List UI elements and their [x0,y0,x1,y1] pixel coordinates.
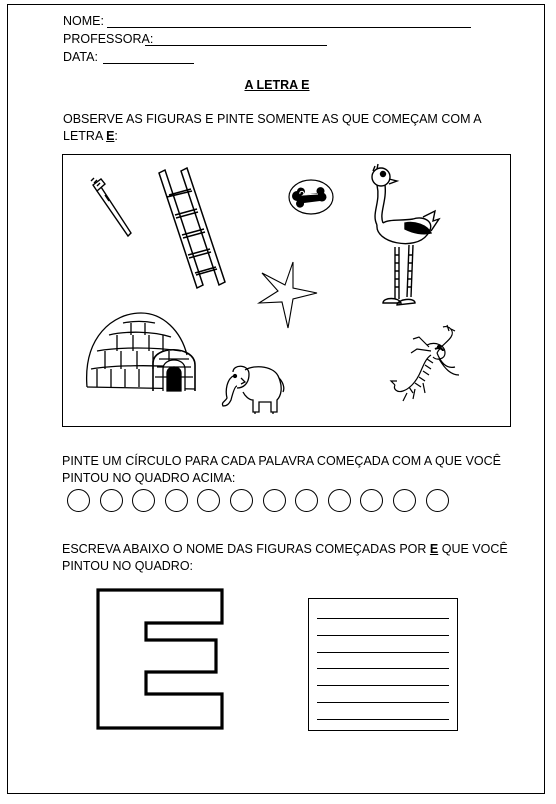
elephant-icon[interactable] [221,360,285,415]
figures-box [62,154,511,427]
answer-circle[interactable] [197,489,220,512]
q3-line2: PINTOU NO QUADRO: [62,559,194,573]
q2-line1: PINTE UM CÍRCULO PARA CADA PALAVRA COMEÇADA COM A QUE VOCÊ [62,454,501,468]
data-field[interactable] [103,63,194,64]
answer-circles [67,489,449,512]
q1-line2: LETRA E: [63,129,118,143]
answer-circle[interactable] [263,489,286,512]
answer-circle[interactable] [360,489,383,512]
answer-circle[interactable] [132,489,155,512]
writing-line[interactable] [317,652,449,653]
star-icon[interactable] [255,259,321,331]
professora-label: PROFESSORA: [63,32,154,46]
q1-line1: OBSERVE AS FIGURAS E PINTE SOMENTE AS QUE COMEÇAM COM A [63,112,482,126]
writing-line[interactable] [317,685,449,686]
q1-letter: E [106,129,115,143]
igloo-icon[interactable] [83,307,201,397]
answer-circle[interactable] [100,489,123,512]
outline-letter-e[interactable] [96,588,226,730]
q2-line2: PINTOU NO QUADRO ACIMA: [62,471,236,485]
writing-line[interactable] [317,668,449,669]
toothbrush-icon[interactable] [87,175,137,240]
answer-circle[interactable] [426,489,449,512]
answer-circle[interactable] [67,489,90,512]
answer-circle[interactable] [328,489,351,512]
ladder-icon[interactable] [155,167,230,292]
answer-circle[interactable] [393,489,416,512]
nome-field[interactable] [107,27,471,28]
scorpion-icon[interactable] [389,323,469,407]
professora-field[interactable] [145,45,327,46]
writing-line[interactable] [317,719,449,720]
answer-circle[interactable] [230,489,253,512]
q3-letter: E [429,542,439,556]
page-title: A LETRA E [244,78,310,92]
data-label: DATA: [63,50,98,64]
q3-line1: ESCREVA ABAIXO O NOME DAS FIGURAS COMEÇADAS POR E QUE VOCÊ [62,542,508,556]
writing-line[interactable] [317,618,449,619]
nome-label: NOME: [63,14,104,28]
answer-circle[interactable] [165,489,188,512]
bone-icon[interactable] [286,177,336,217]
ostrich-icon[interactable] [365,163,445,313]
writing-line[interactable] [317,635,449,636]
answer-circle[interactable] [295,489,318,512]
writing-box [308,598,458,731]
writing-line[interactable] [317,702,449,703]
